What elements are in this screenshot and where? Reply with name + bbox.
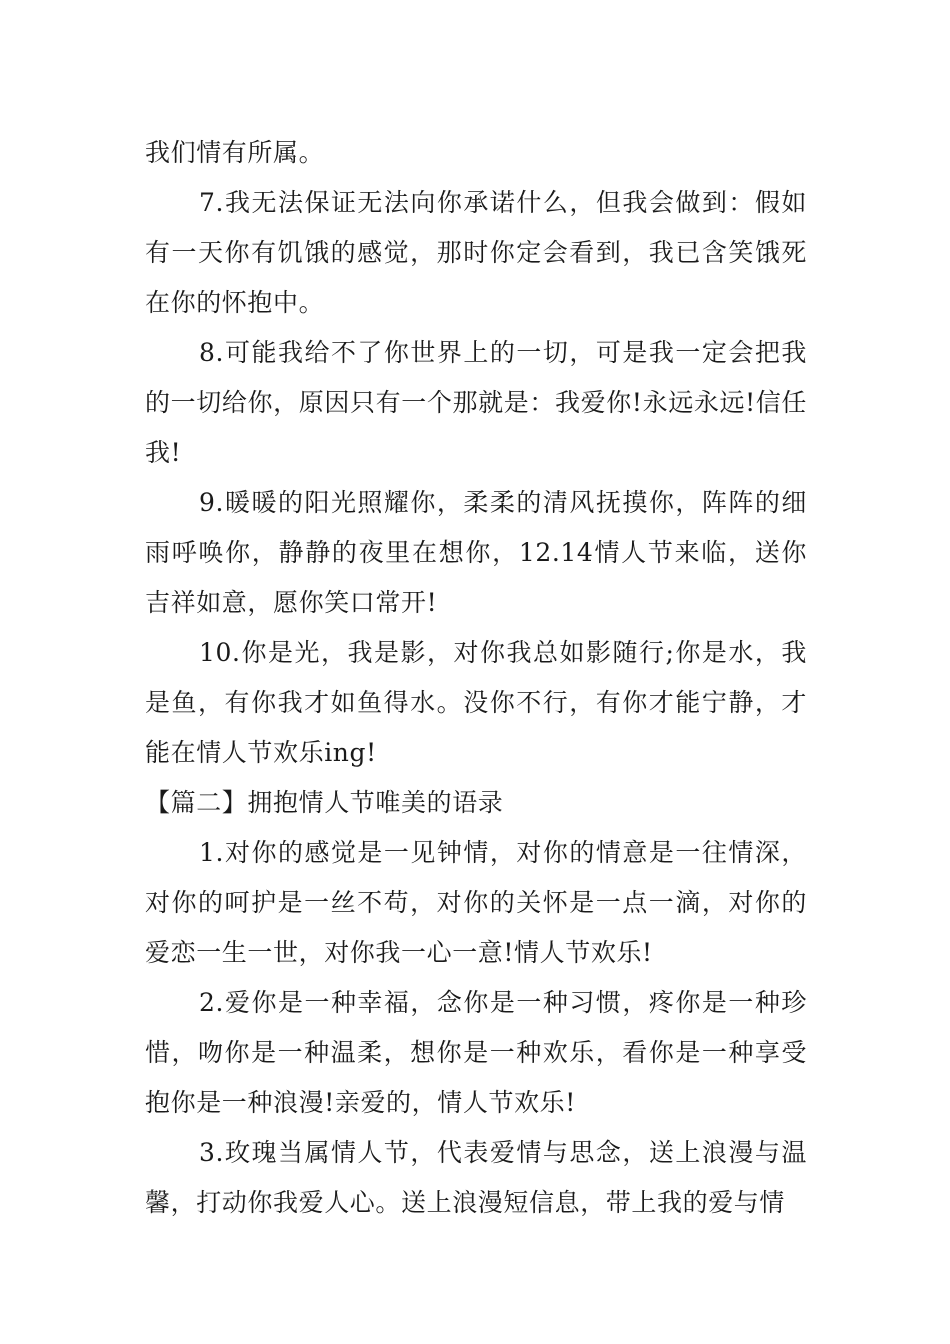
section-heading: 【篇二】拥抱情人节唯美的语录 (145, 788, 504, 817)
paragraph-item-1: 1.对你的感觉是一见钟情，对你的情意是一往情深，对你的呵护是一丝不苟，对你的关怀是一点一滴，对你的爱恋一生一世，对你我一心一意!情人节欢乐! (145, 838, 807, 967)
paragraph-item-2: 2.爱你是一种幸福，念你是一种习惯，疼你是一种珍惜，吻你是一种温柔，想你是一种欢乐，看你是一种享受抱你是一种浪漫!亲爱的，情人节欢乐! (145, 988, 807, 1117)
paragraph-continuation: 我们情有所属。 (145, 138, 325, 167)
paragraph-item-7: 7.我无法保证无法向你承诺什么，但我会做到：假如有一天你有饥饿的感觉，那时你定会看到，我已含笑饿死在你的怀抱中。 (145, 188, 807, 317)
paragraph-item-10: 10.你是光，我是影，对你我总如影随行;你是水，我是鱼，有你我才如鱼得水。没你不行，有你才能宁静，才能在情人节欢乐ing! (145, 638, 807, 767)
paragraph-item-3: 3.玫瑰当属情人节，代表爱情与思念，送上浪漫与温馨，打动你我爱人心。送上浪漫短信息，带上我的爱与情 (145, 1138, 807, 1217)
document-body (145, 128, 807, 1228)
paragraph-item-8: 8.可能我给不了你世界上的一切，可是我一定会把我的一切给你，原因只有一个那就是：我爱你!永远永远!信任我! (145, 338, 807, 467)
paragraph-item-9: 9.暖暖的阳光照耀你，柔柔的清风抚摸你，阵阵的细雨呼唤你，静静的夜里在想你，12.14情人节来临，送你吉祥如意，愿你笑口常开! (145, 488, 807, 617)
